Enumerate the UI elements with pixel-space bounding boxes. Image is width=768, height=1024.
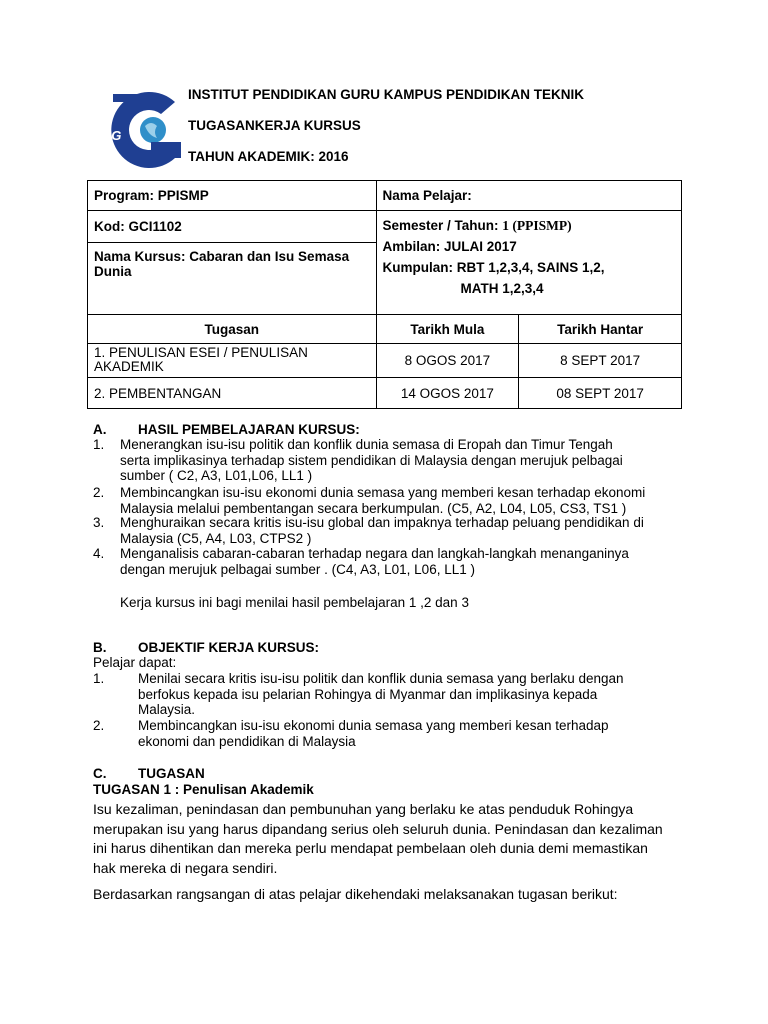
task-1-title: TUGASAN 1 : Penulisan Akademik — [93, 782, 314, 797]
task-1-paragraph — [93, 800, 675, 878]
outcome-note: Kerja kursus ini bagi menilai hasil pembelajaran 1 ,2 dan 3 — [120, 595, 469, 610]
task-start: 14 OGOS 2017 — [376, 378, 519, 409]
task-due: 8 SEPT 2017 — [519, 344, 682, 378]
objective-item — [138, 671, 675, 718]
header-start-date: Tarikh Mula — [376, 315, 519, 344]
paragraph-line: hak mereka di negara sendiri. — [93, 859, 278, 876]
outcome-number: 2. — [93, 485, 105, 500]
outcome-item — [120, 546, 680, 577]
task-instruction: Berdasarkan rangsangan di atas pelajar dikehendaki melaksanakan tugasan berikut: — [93, 886, 618, 902]
section-c-letter: C. — [93, 766, 107, 781]
svg-text:iPG: iPG — [99, 128, 122, 143]
ipg-logo — [95, 86, 183, 174]
objective-line: Menilai secara kritis isu-isu politik dan konflik dunia semasa yang berlaku dengan — [138, 671, 624, 686]
outcome-number: 3. — [93, 515, 105, 530]
outcome-line: serta implikasinya terhadap sistem pendidikan di Malaysia dengan merujuk pelbagai — [120, 452, 623, 468]
section-b-title: OBJEKTIF KERJA KURSUS: — [138, 640, 320, 655]
header-task: Tugasan — [88, 315, 377, 344]
outcome-item — [120, 437, 675, 484]
outcome-line: Membincangkan isu-isu ekonomi dunia semasa yang memberi kesan terhadap ekonomi — [120, 485, 646, 500]
outcome-number: 1. — [93, 437, 105, 452]
table-row — [88, 378, 682, 409]
academic-year: TAHUN AKADEMIK: 2016 — [188, 149, 349, 164]
semester-label: Semester / Tahun: — [382, 218, 503, 233]
course-code-cell: Kod: GCI1102 — [88, 211, 377, 243]
program-cell: Program: PPISMP — [88, 181, 377, 211]
semester-value: 1 (PPISMP) — [502, 218, 572, 233]
task-due: 08 SEPT 2017 — [519, 378, 682, 409]
section-a-title: HASIL PEMBELAJARAN KURSUS: — [138, 422, 360, 437]
outcome-line: Malaysia melalui pembentangan secara berkumpulan. (C5, A2, L04, L05, CS3, TS1 ) — [120, 500, 627, 516]
section-b-letter: B. — [93, 640, 107, 655]
objective-line: Malaysia. — [138, 702, 196, 717]
outcome-line: Menganalisis cabaran-cabaran terhadap negara dan langkah-langkah menanganinya — [120, 546, 629, 561]
task-name: 2. PEMBENTANGAN — [88, 378, 377, 409]
section-c-title: TUGASAN — [138, 766, 205, 781]
objective-item — [138, 718, 675, 749]
outcome-line: Menerangkan isu-isu politik dan konflik dunia semasa di Eropah dan Timur Tengah — [120, 437, 613, 452]
group-text-2: MATH 1,2,3,4 — [460, 281, 544, 296]
intake-text: Ambilan: JULAI 2017 — [382, 239, 517, 254]
outcome-item — [120, 485, 680, 516]
course-name-cell: Nama Kursus: Cabaran dan Isu Semasa Dunia — [88, 243, 377, 315]
outcome-line: dengan merujuk pelbagai sumber . (C4, A3, L01, L06, LL1 ) — [120, 561, 475, 577]
objective-line: ekonomi dan pendidikan di Malaysia — [138, 733, 356, 749]
outcome-line: Malaysia (C5, A4, L03, CTPS2 ) — [120, 530, 312, 546]
objective-intro: Pelajar dapat: — [93, 655, 177, 670]
institute-title: INSTITUT PENDIDIKAN GURU KAMPUS PENDIDIKAN TEKNIK — [188, 87, 585, 102]
semester-cell — [376, 211, 682, 315]
objective-number: 2. — [93, 718, 105, 733]
student-name-cell: Nama Pelajar: — [376, 181, 682, 211]
assignment-title: TUGASANKERJA KURSUS — [188, 118, 361, 133]
section-a-letter: A. — [93, 422, 107, 437]
outcome-line: sumber ( C2, A3, L01,L06, LL1 ) — [120, 468, 313, 483]
group-text-1: Kumpulan: RBT 1,2,3,4, SAINS 1,2, — [382, 260, 605, 275]
outcome-line: Menghuraikan secara kritis isu-isu global dan impaknya terhadap peluang pendidikan di — [120, 515, 644, 530]
outcome-item — [120, 515, 680, 546]
outcome-number: 4. — [93, 546, 105, 561]
objective-number: 1. — [93, 671, 105, 686]
info-table — [87, 180, 682, 409]
paragraph-line: Isu kezaliman, penindasan dan pembunuhan yang berlaku ke atas penduduk Rohingya — [93, 801, 634, 817]
objective-line: Membincangkan isu-isu ekonomi dunia semasa yang memberi kesan terhadap — [138, 718, 609, 733]
objective-line: berfokus kepada isu pelarian Rohingya di Myanmar dan implikasinya kepada — [138, 686, 598, 702]
table-row — [88, 344, 682, 378]
task-name: 1. PENULISAN ESEI / PENULISAN AKADEMIK — [88, 344, 377, 378]
task-start: 8 OGOS 2017 — [376, 344, 519, 378]
header-due-date: Tarikh Hantar — [519, 315, 682, 344]
paragraph-line: merupakan isu yang harus dipandang serius oleh seluruh dunia. Penindasan dan kezaliman — [93, 820, 663, 837]
paragraph-line: ini harus dihentikan dan mereka perlu mendapat pembelaan oleh dunia demi memastikan — [93, 840, 648, 856]
